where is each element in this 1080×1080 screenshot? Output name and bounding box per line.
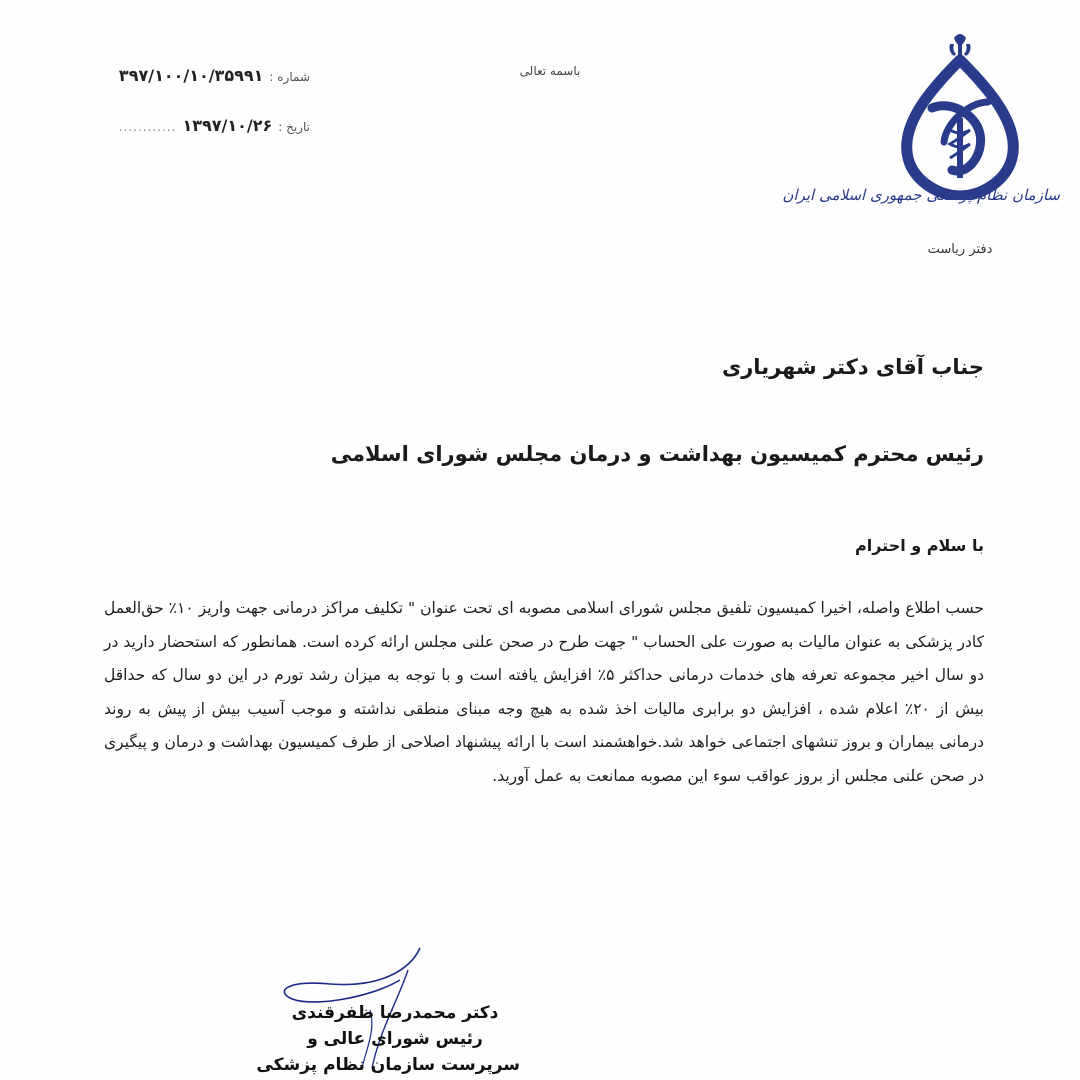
organization-name: سازمان نظام پزشکی جمهوری اسلامی ایران — [782, 186, 1060, 204]
signatory-title-line1: رئیس شورای عالی و — [307, 1029, 483, 1049]
addressee-title: رئیس محترم کمیسیون بهداشت و درمان مجلس شورای اسلامی — [330, 442, 984, 466]
letter-body: حسب اطلاع واصله، اخیرا کمیسیون تلفیق مجلس شورای اسلامی مصوبه ای تحت عنوان " تکلیف مراکز درمانی جهت واریز ۱۰٪ حق‌العمل کادر پزشکی به عنوان مالیات به صورت علی الحساب " جهت طرح در صحن علنی مجلس ارائه کرده است. همانطور که استحضار دارید در دو سال اخیر مجموعه تعرفه های خدمات درمانی حداکثر ۵٪ افزایش یافته است و با توجه به میزان رشد تورم در این دو سال که حداقل بیش از ۲۰٪ اعلام شده ، افزایش دو برابری مالیات اخذ شده به هیچ وجه مبنای منطقی نداشته و موجب آسیب بیش از پیش به روند درمانی بیماران و بروز تنشهای اجتماعی خواهد شد.خواهشمند است با ارائه پیشنهاد اصلاحی از طرف کمیسیون بهداشت و درمان و پیگیری در صحن علنی مجلس از بروز عواقب سوء این مصوبه ممانعت به عمل آورید. — [104, 599, 985, 785]
signatory-name: دکتر محمدرضا ظفرقندی — [291, 1003, 499, 1023]
signatory-title-line2: سرپرست سازمان نظام پزشکی — [256, 1055, 520, 1075]
greeting: با سلام و احترام — [855, 536, 984, 555]
letter-date-row — [70, 116, 310, 138]
letter-number-label: شماره : — [269, 70, 310, 84]
invocation-text: باسمه تعالی — [519, 64, 581, 78]
letter-number-row — [70, 66, 310, 88]
date-dots: ............ — [118, 120, 177, 134]
letter-date-value: ۱۳۹۷/۱۰/۲۶ — [182, 116, 273, 135]
letter-number-value: ۳۹۷/۱۰۰/۱۰/۳۵۹۹۱ — [118, 66, 264, 85]
addressee: جناب آقای دکتر شهریاری — [721, 355, 984, 379]
office-name: دفتر ریاست — [927, 242, 993, 257]
letter-date-label: تاریخ : — [278, 120, 310, 134]
signature-block — [256, 1000, 520, 1078]
irmc-emblem-icon — [880, 30, 1040, 200]
